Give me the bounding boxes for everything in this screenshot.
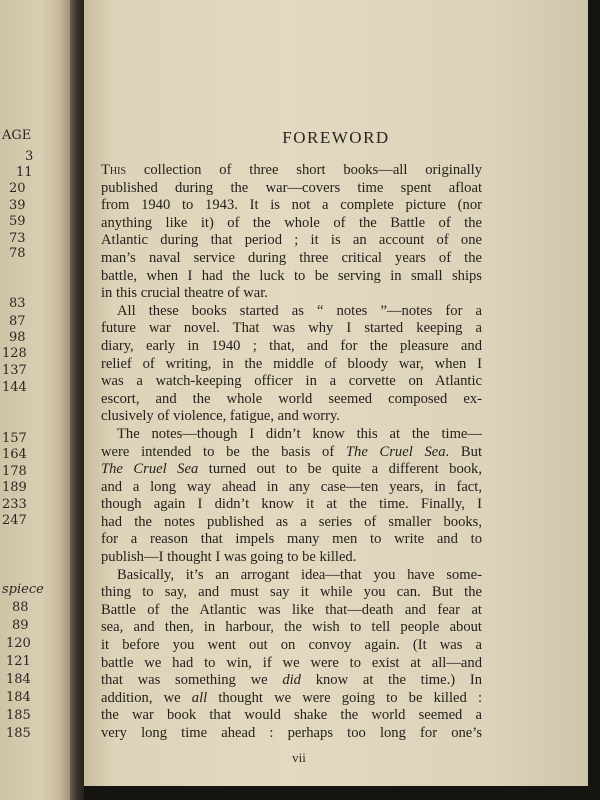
page-number: 144 (2, 380, 27, 395)
page-number: 88 (12, 600, 29, 615)
text-line: clusively of violence, fatigue, and worry. (101, 408, 340, 425)
page-number: 11 (16, 165, 33, 180)
page-number: 233 (2, 497, 27, 512)
text-line: escort, and the whole world seemed composed ex- (101, 390, 482, 407)
foreword-text (101, 162, 482, 743)
page-number: 247 (2, 513, 27, 528)
page-number: 121 (6, 654, 31, 669)
text-line: relief of writing, in the middle of bloody war, when I (101, 355, 482, 372)
page-number: 128 (2, 346, 27, 361)
page-number: 89 (12, 618, 29, 633)
emphasis-italic: all (191, 689, 208, 706)
page-title: FOREWORD (282, 128, 390, 147)
text-line: The Cruel Sea turned out to be quite a different book, (101, 461, 482, 478)
page-folio: vii (292, 750, 306, 765)
page-number: 83 (9, 296, 26, 311)
background-edge (84, 786, 600, 800)
emphasis-italic: did (282, 672, 301, 689)
text-line: had the notes published as a series of smaller books, (101, 513, 482, 530)
page-number: 87 (9, 314, 26, 329)
background-edge (588, 0, 600, 800)
page-number: 189 (2, 480, 27, 495)
page-number: 59 (9, 214, 26, 229)
text-line: battle, when I had the luck to be serving in small ships (101, 267, 482, 284)
text-line: thing to say, and must say it while you can. But the (101, 584, 482, 601)
text-line: from 1940 to 1943. It is not a complete picture (nor (101, 197, 482, 214)
text-line: man’s naval service during three critical years of the (101, 249, 482, 266)
text-line: and a long way ahead in any case—ten years, in fact, (101, 478, 482, 495)
text-line: The notes—though I didn’t know this at the time— (117, 425, 482, 442)
page-number: 184 (6, 672, 31, 687)
text-line: anything like it) of the whole of the Battle of the (101, 214, 482, 231)
text-line: though again I didn’t know it at the time. Finally, I (101, 496, 482, 513)
text-line: This collection of three short books—all originally (101, 162, 482, 178)
text-line: future war novel. That was why I started keeping a (101, 320, 482, 337)
text-line: All these books started as “ notes ”—notes for a (117, 302, 482, 319)
text-line: in this crucial theatre of war. (101, 285, 268, 302)
text-line: Battle of the Atlantic was like that—death and fear at (101, 601, 482, 618)
book-title-italic: The Cruel Sea (101, 461, 199, 478)
page-column-header: AGE (2, 128, 32, 143)
page-number: 39 (9, 198, 26, 213)
text-line: published during the war—covers time spent afloat (101, 179, 482, 196)
text-line: diary, early in 1940 ; that, and for the pleasure and (101, 337, 482, 354)
page-number: 120 (6, 636, 31, 651)
page-number: 20 (9, 181, 26, 196)
text-line: for a reason that impels many men to write and to (101, 531, 482, 548)
page-number: 78 (9, 246, 26, 261)
page-number: 73 (9, 231, 26, 246)
page-number: 157 (2, 431, 27, 446)
small-caps-opening: This (101, 162, 127, 178)
page-number: 164 (2, 447, 27, 462)
text-line: addition, we all thought we were going to be killed : (101, 689, 482, 706)
text-line: the war book that would shake the world seemed a (101, 707, 482, 724)
text-line: publish—I thought I was going to be killed. (101, 549, 357, 566)
page-number: 184 (6, 690, 31, 705)
text-line: Basically, it’s an arrogant idea—that you have some- (117, 566, 482, 583)
text-line: sea, and then, in harbour, the wish to tell people about (101, 619, 482, 636)
text-line: that was something we did know at the time.) In (101, 672, 482, 689)
page-number: 3 (25, 149, 34, 164)
page-number: 178 (2, 464, 27, 479)
page-number: 137 (2, 363, 27, 378)
text-line: Atlantic during that period ; it is an account of one (101, 232, 482, 249)
book-title-italic: The Cruel Sea (345, 443, 446, 460)
frontispiece-label: spiece (2, 582, 44, 597)
text-line: were intended to be the basis of The Cruel Sea. But (101, 443, 482, 460)
page-number: 98 (9, 330, 26, 345)
text-line: battle we had to win, if we were to exist at all—and (101, 654, 482, 671)
page-number: 185 (6, 726, 31, 741)
previous-page-edge (0, 0, 74, 800)
text-line: it before you went out on convoy again. (It was a (101, 637, 482, 654)
text-line: very long time ahead : perhaps too long for one’s (101, 725, 482, 741)
page-number: 185 (6, 708, 31, 723)
text-line: was a watch-keeping officer in a corvette on Atlantic (101, 373, 482, 390)
